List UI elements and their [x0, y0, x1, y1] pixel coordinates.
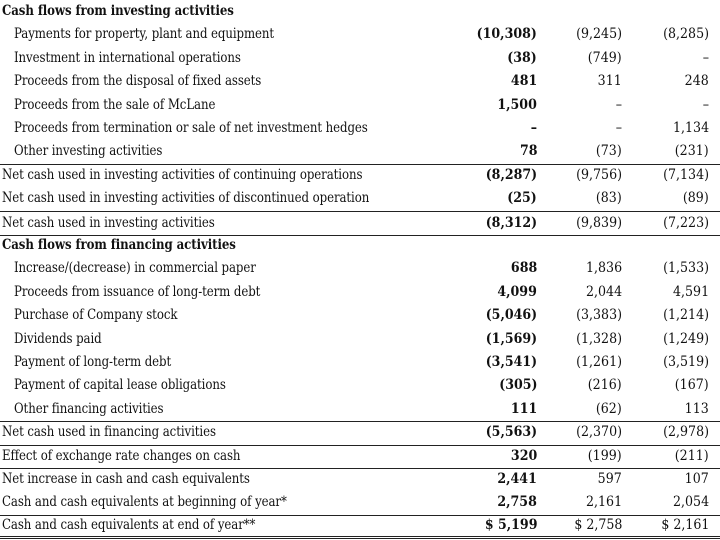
- value-col-1: (10,308): [476, 26, 537, 43]
- value-col-3: –: [702, 49, 709, 66]
- row-label: Net cash used in investing activities: [2, 214, 215, 231]
- row-label: Purchase of Company stock: [14, 307, 178, 324]
- value-col-3: (8,285): [663, 26, 709, 43]
- value-col-1: (8,312): [485, 214, 537, 231]
- value-col-2: (216): [588, 377, 622, 394]
- row-label: Proceeds from the sale of McLane: [14, 96, 216, 113]
- row-label: Investment in international operations: [14, 49, 241, 66]
- value-col-2: 311: [597, 73, 622, 90]
- table-row: [0, 187, 720, 210]
- value-col-1: (3,541): [485, 354, 537, 370]
- row-label: Net cash used in investing activities of discontinued operation: [2, 190, 370, 207]
- table-row: [0, 445, 720, 469]
- value-col-1: (8,287): [485, 166, 537, 183]
- value-col-1: (5,563): [485, 424, 537, 441]
- value-col-2: (73): [596, 143, 622, 160]
- value-col-1: 2,758: [497, 494, 537, 511]
- value-col-2: (2,370): [576, 424, 622, 441]
- table-row: [0, 257, 720, 280]
- value-col-3: (2,978): [663, 424, 709, 441]
- value-col-3: (3,519): [663, 354, 709, 370]
- value-col-3: $ 2,161: [660, 516, 709, 533]
- value-col-1: 78: [519, 143, 537, 160]
- value-col-3: (89): [683, 190, 709, 207]
- table-row: [0, 117, 720, 140]
- section-title: Cash flows from financing activities: [2, 237, 236, 253]
- value-col-1: $ 5,199: [484, 516, 537, 533]
- value-col-2: (1,328): [576, 330, 622, 347]
- value-col-1: 2,441: [497, 471, 537, 487]
- value-col-3: (1,533): [663, 260, 709, 277]
- value-col-3: (1,214): [663, 307, 709, 324]
- section-title: Cash flows from investing activities: [2, 3, 234, 19]
- table-row: [0, 374, 720, 397]
- row-label: Dividends paid: [14, 330, 102, 347]
- row-label: Payment of long-term debt: [14, 354, 172, 370]
- value-col-1: 688: [510, 260, 537, 277]
- value-col-1: 481: [510, 73, 537, 90]
- value-col-3: (211): [675, 447, 709, 464]
- value-col-2: (749): [588, 49, 622, 66]
- value-col-3: –: [702, 96, 709, 113]
- value-col-1: (38): [507, 49, 537, 66]
- value-col-2: 2,044: [585, 283, 622, 300]
- row-label: Increase/(decrease) in commercial paper: [14, 260, 256, 277]
- value-col-3: 1,134: [672, 120, 709, 136]
- financing-section-header: [0, 234, 720, 257]
- table-row: [0, 281, 720, 304]
- row-label: Payment of capital lease obligations: [14, 377, 226, 394]
- table-row: [0, 211, 720, 236]
- table-row: [0, 491, 720, 515]
- table-row: [0, 515, 720, 539]
- row-label: Cash and cash equivalents at end of year**: [2, 516, 256, 533]
- value-col-3: 2,054: [672, 494, 709, 511]
- value-col-2: (9,756): [576, 166, 622, 183]
- value-col-3: 113: [684, 400, 709, 417]
- value-col-3: (167): [675, 377, 709, 394]
- value-col-2: –: [615, 120, 622, 136]
- value-col-2: (1,261): [576, 354, 622, 370]
- value-col-3: (231): [675, 143, 709, 160]
- table-row: [0, 47, 720, 70]
- table-row: [0, 164, 720, 187]
- value-col-1: (305): [498, 377, 537, 394]
- value-col-1: (5,046): [485, 307, 537, 324]
- value-col-1: 111: [510, 400, 537, 417]
- value-col-3: 107: [684, 471, 709, 487]
- value-col-2: (3,383): [576, 307, 622, 324]
- value-col-1: (1,569): [485, 330, 537, 347]
- table-row: [0, 94, 720, 117]
- row-label: Proceeds from the disposal of fixed assets: [14, 73, 262, 90]
- value-col-2: (199): [588, 447, 622, 464]
- row-label: Proceeds from issuance of long-term debt: [14, 283, 261, 300]
- value-col-1: 320: [510, 447, 537, 464]
- value-col-2: 597: [597, 471, 622, 487]
- value-col-2: (9,245): [576, 26, 622, 43]
- table-row: [0, 421, 720, 445]
- value-col-3: 4,591: [672, 283, 709, 300]
- value-col-3: 248: [684, 73, 709, 90]
- table-row: [0, 70, 720, 93]
- row-label: Proceeds from termination or sale of net investment hedges: [14, 120, 368, 136]
- row-label: Cash and cash equivalents at beginning of year*: [2, 494, 287, 511]
- row-label: Net cash used in investing activities of continuing operations: [2, 166, 363, 183]
- table-row: [0, 468, 720, 491]
- row-label: Net cash used in financing activities: [2, 424, 216, 441]
- value-col-1: 4,099: [497, 283, 537, 300]
- row-label: Other financing activities: [14, 400, 164, 417]
- value-col-3: (7,223): [663, 214, 709, 231]
- table-row: [0, 328, 720, 351]
- row-label: Effect of exchange rate changes on cash: [2, 447, 241, 464]
- value-col-1: (25): [507, 190, 537, 207]
- table-row: [0, 304, 720, 327]
- row-label: Other investing activities: [14, 143, 163, 160]
- value-col-1: –: [530, 120, 537, 136]
- table-row: [0, 351, 720, 374]
- value-col-2: (83): [596, 190, 622, 207]
- investing-section-header: [0, 0, 720, 23]
- table-row: [0, 23, 720, 46]
- row-label: Payments for property, plant and equipment: [14, 26, 275, 43]
- row-label: Net increase in cash and cash equivalents: [2, 471, 250, 487]
- value-col-2: –: [615, 96, 622, 113]
- value-col-2: 2,161: [585, 494, 622, 511]
- value-col-2: (62): [596, 400, 622, 417]
- value-col-2: $ 2,758: [573, 516, 622, 533]
- value-col-2: (9,839): [576, 214, 622, 231]
- table-row: [0, 398, 720, 422]
- value-col-3: (1,249): [663, 330, 709, 347]
- table-row: [0, 140, 720, 164]
- value-col-1: 1,500: [497, 96, 537, 113]
- value-col-2: 1,836: [585, 260, 622, 277]
- value-col-3: (7,134): [663, 166, 709, 183]
